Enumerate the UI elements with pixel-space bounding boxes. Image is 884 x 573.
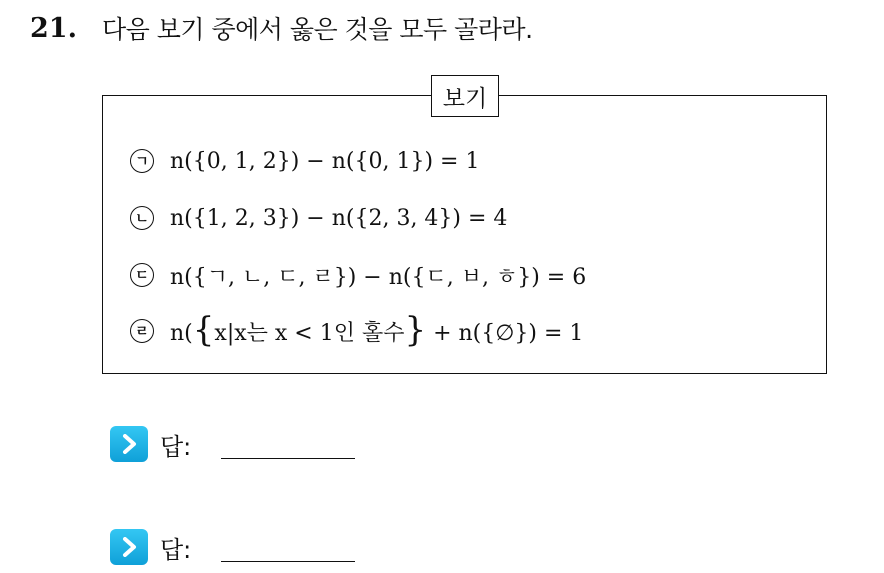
expr-brace-right: } — [404, 309, 427, 350]
bogi-item-2 — [130, 201, 507, 235]
item-expression: n({1, 2, 3}) − n({2, 3, 4}) = 4 — [170, 205, 508, 231]
expr-brace-left: { — [192, 309, 215, 350]
expr-close: + n({∅}) = 1 — [426, 320, 584, 346]
answer-blank[interactable] — [221, 560, 355, 562]
item-expression — [170, 309, 584, 350]
answer-row-1 — [110, 424, 355, 464]
question-number: 21. — [30, 12, 77, 44]
marker-circle: ㄱ — [130, 149, 154, 173]
bogi-title: 보기 — [431, 75, 499, 117]
chevron-right-icon — [110, 426, 148, 462]
answer-label: 답: — [160, 432, 192, 461]
bogi-item-3 — [130, 258, 586, 292]
marker-circle: ㄴ — [130, 206, 154, 230]
marker-circle: ㄹ — [130, 319, 154, 343]
bogi-item-4 — [130, 309, 584, 350]
bogi-item-1 — [130, 144, 479, 178]
question-text: 다음 보기 중에서 옳은 것을 모두 골라라. — [102, 15, 533, 44]
item-expression: n({ㄱ, ㄴ, ㄷ, ㄹ}) − n({ㄷ, ㅂ, ㅎ}) = 6 — [170, 264, 587, 290]
expr-inner: x|x는 x < 1인 홀수 — [214, 320, 405, 346]
answer-label: 답: — [160, 535, 192, 564]
answer-row-2 — [110, 527, 355, 567]
item-expression: n({0, 1, 2}) − n({0, 1}) = 1 — [170, 148, 480, 174]
question-header — [30, 8, 533, 48]
expr-open: n( — [170, 320, 193, 346]
marker-circle: ㄷ — [130, 263, 154, 287]
chevron-right-icon — [110, 529, 148, 565]
answer-blank[interactable] — [221, 457, 355, 459]
